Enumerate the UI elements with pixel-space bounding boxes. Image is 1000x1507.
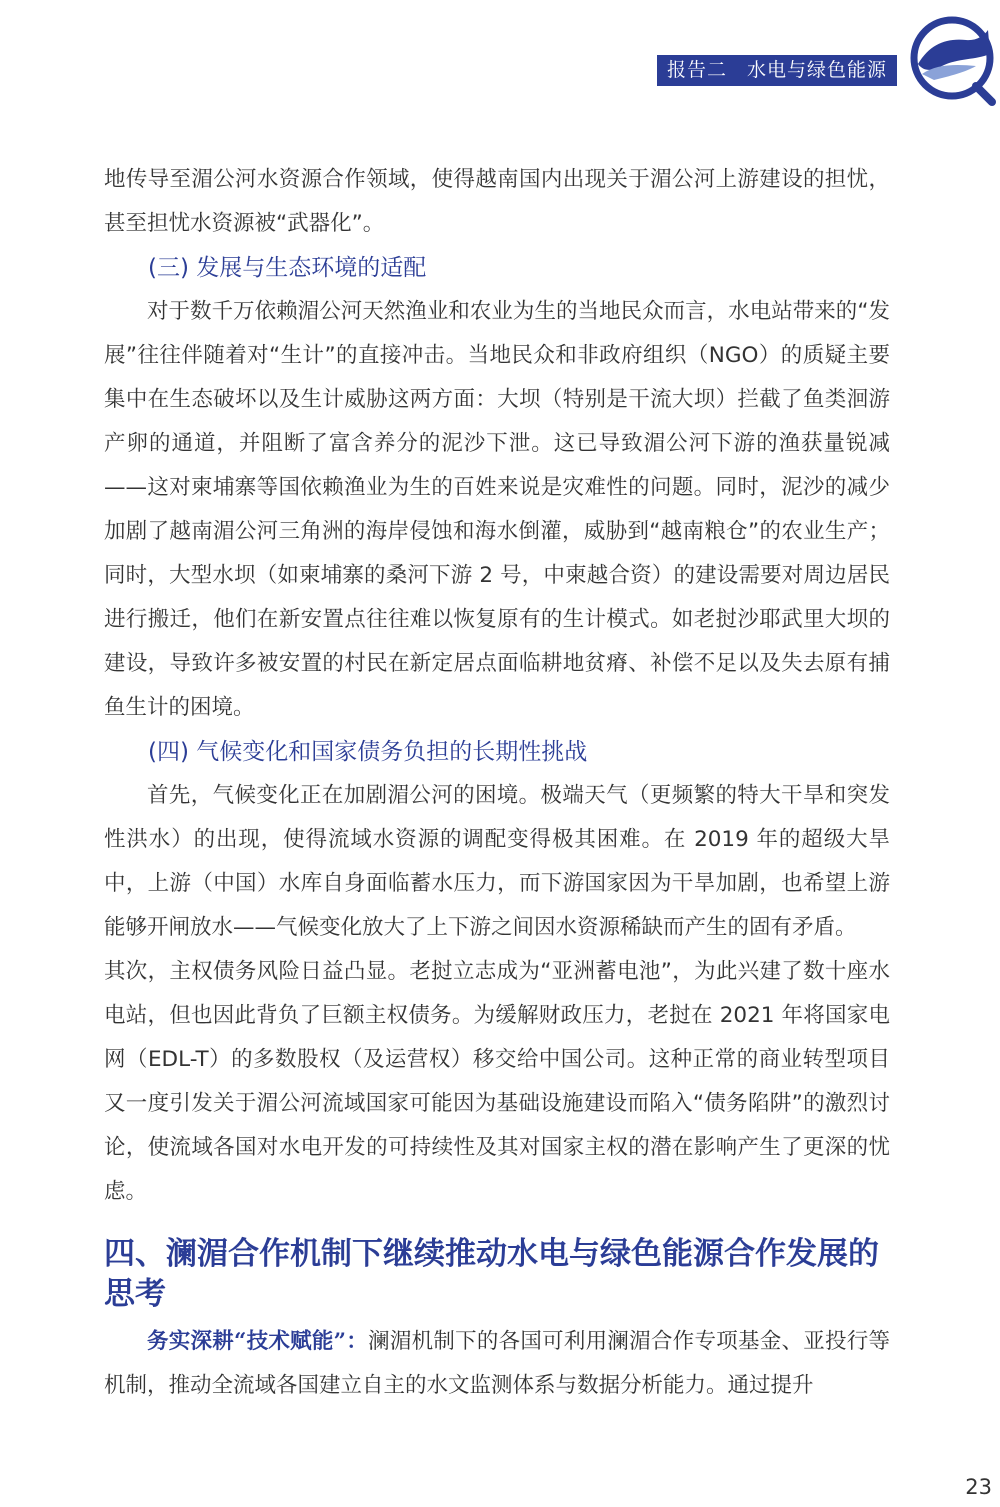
subsection-4-paragraph-1: 首先，气候变化正在加剧湄公河的困境。极端天气（更频繁的特大干旱和突发性洪水）的出现，使得流域水资源的调配变得极其困难。在 2019 年的超级大旱中，上游（中国）水库自身面临蓄水压力，而下游国家因为干旱加剧，也希望上游能够开闸放水——气候变化放大了上下游之间因水资源稀缺而产生的固有矛盾。 (104, 783, 890, 940)
subsection-3-heading: (三) 发展与生态环境的适配 (148, 255, 427, 281)
section-4-heading: 四、澜湄合作机制下继续推动水电与绿色能源合作发展的思考 (104, 1236, 879, 1312)
publication-logo-icon (906, 14, 998, 106)
subsection-4-paragraph-2: 其次，主权债务风险日益凸显。老挝立志成为“亚洲蓄电池”，为此兴建了数十座水电站，但也因此背负了巨额主权债务。为缓解财政压力，老挝在 2021 年将国家电网（EDL-T）的多数股权（及运营权）移交给中国公司。这种正常的商业转型项目又一度引发关于湄公河流域国家可能因为基础设施建设而陷入“债务陷阱”的激烈讨论，使流域各国对水电开发的可持续性及其对国家主权的潜在影响产生了更深的忧虑。 (104, 959, 890, 1204)
running-header-title: 报告二 水电与绿色能源 (667, 59, 888, 81)
subsection-4-heading: (四) 气候变化和国家债务负担的长期性挑战 (148, 739, 588, 765)
section-4-text: 澜湄机制下的各国可利用澜湄合作专项基金、亚投行等机制，推动全流域各国建立自主的水文监测体系与数据分析能力。通过提升 (104, 1329, 890, 1398)
section-4-lead: 务实深耕“技术赋能”： (147, 1329, 369, 1354)
section-4-paragraph (104, 1320, 890, 1408)
page-number: 23 (965, 1475, 992, 1499)
running-header (657, 55, 897, 86)
article-body (104, 158, 890, 1408)
subsection-3-paragraph: 对于数千万依赖湄公河天然渔业和农业为生的当地民众而言，水电站带来的“发展”往往伴随着对“生计”的直接冲击。当地民众和非政府组织（NGO）的质疑主要集中在生态破坏以及生计威胁这两方面：大坝（特别是干流大坝）拦截了鱼类洄游产卵的通道，并阻断了富含养分的泥沙下泄。这已导致湄公河下游的渔获量锐减——这对柬埔寨等国依赖渔业为生的百姓来说是灾难性的问题。同时，泥沙的减少加剧了越南湄公河三角洲的海岸侵蚀和海水倒灌，威胁到“越南粮仓”的农业生产；同时，大型水坝（如柬埔寨的桑河下游 2 号，中柬越合资）的建设需要对周边居民进行搬迁，他们在新安置点往往难以恢复原有的生计模式。如老挝沙耶武里大坝的建设，导致许多被安置的村民在新定居点面临耕地贫瘠、补偿不足以及失去原有捕鱼生计的困境。 (104, 299, 890, 720)
paragraph-continuation: 地传导至湄公河水资源合作领域，使得越南国内出现关于湄公河上游建设的担忧，甚至担忧水资源被“武器化”。 (104, 167, 890, 236)
